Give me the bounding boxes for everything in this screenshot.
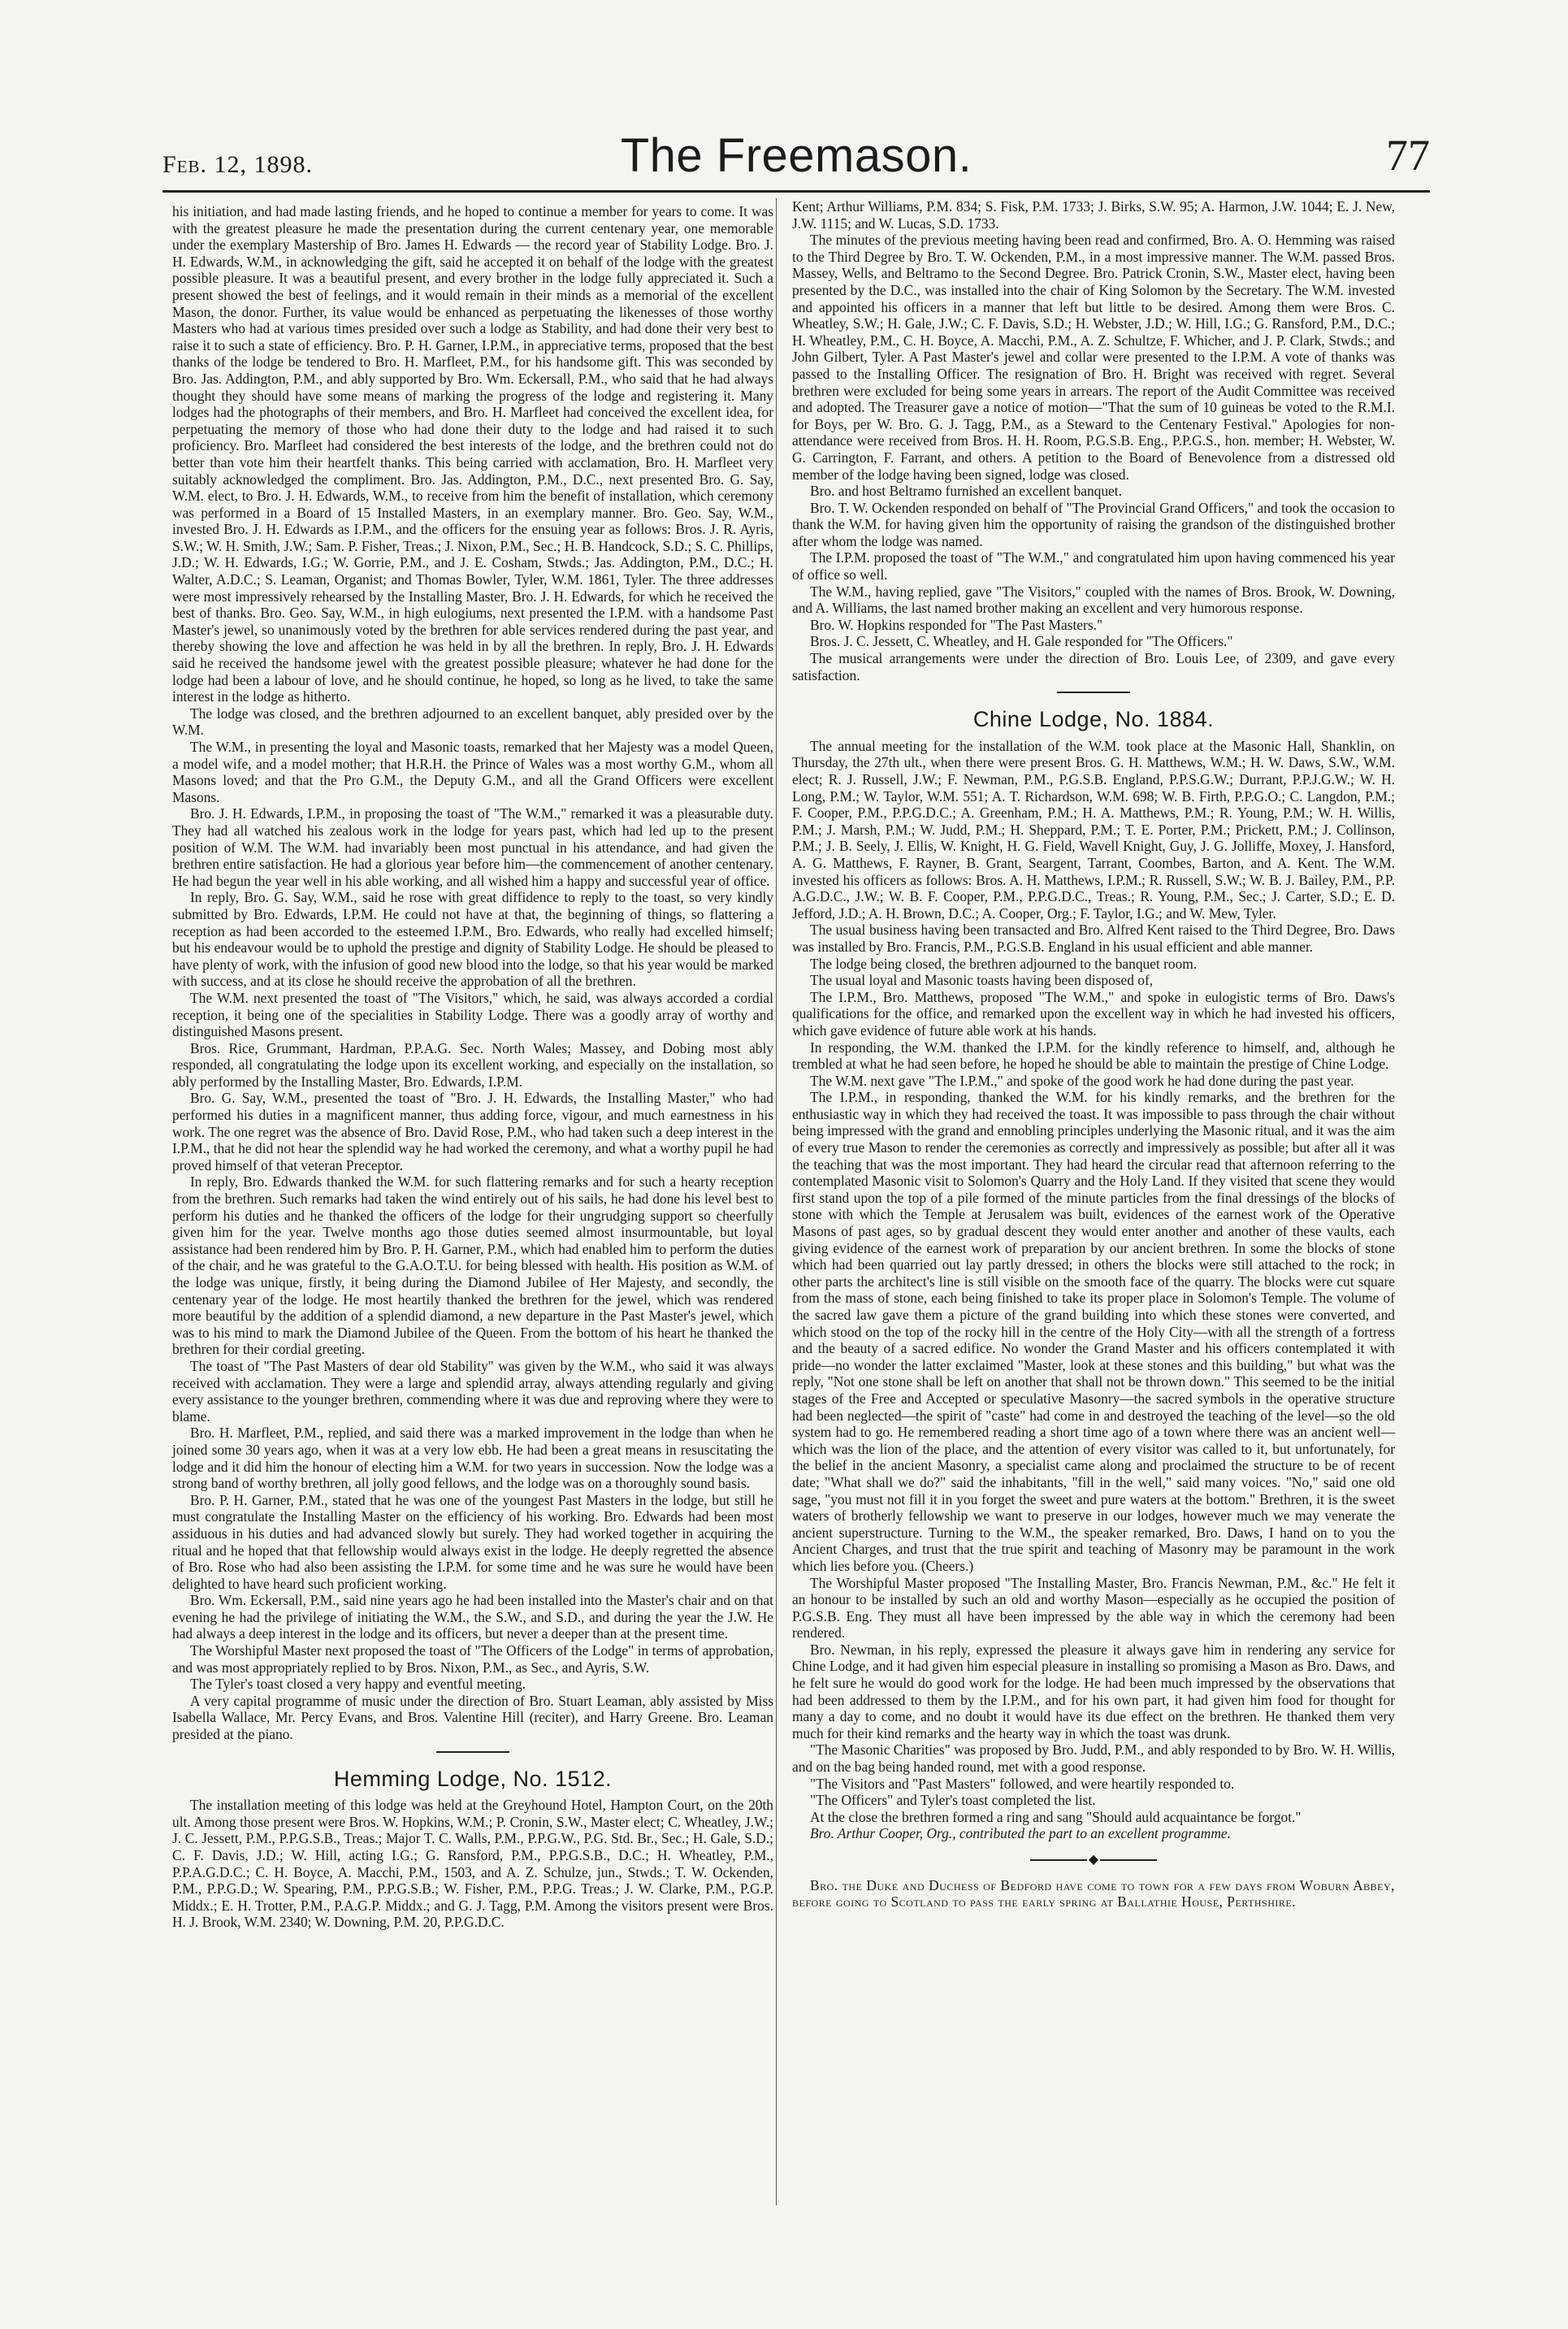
society-note: Bro. the Duke and Duchess of Bedford have come to town for a few days from Woburn Abbey, before going to Scotland to pass the early spring at Ballathie House, Perthshire. [792,1876,1395,1910]
article-paragraph: Bros. J. C. Jessett, C. Wheatley, and H. Gale responded for "The Officers." [810,633,1233,650]
hemming-lodge-heading: Hemming Lodge, No. 1512. [333,1766,613,1791]
article-paragraph: The W.M., having replied, gave "The Visitors," coupled with the names of Bros. Brook, W. Downing, and A. Williams, the last named brother making an excellent and very humorous response. [792,583,1395,617]
article-paragraph: The Worshipful Master next proposed the toast of "The Officers of the Lodge" in terms of approbation, and was most appropriately replied to by Bros. Nixon, P.M., as Sec., and Ayris, S.W. [172,1642,773,1676]
article-paragraph: Bro. Arthur Cooper, Org., contributed the part to an excellent programme. [810,1825,1231,1842]
article-paragraph: Bro. P. H. Garner, P.M., stated that he was one of the youngest Past Masters in the lodge, but still he must congratulate the Installing Master on the efficiency of his working. Bro. Edwards had been most assiduous in his duties and had advanced slowly but surely. They had worked together in acquiring the ritual and he hoped that that fellowship would always exist in the lodge. He deeply regretted the absence of Bro. Rose who had also been assisting the I.P.M. for some time and he was sure he would have been delighted to have heard such proficient working. [172,1491,773,1592]
left-column [172,203,773,1931]
masthead-title: The Freemason. [620,129,972,182]
article-paragraph: Bro. and host Beltramo furnished an excellent banquet. [810,483,1122,500]
article-paragraph: At the close the brethren formed a ring and sang "Should auld acquaintance be forgot." [810,1808,1302,1825]
right-column [792,198,1395,1910]
issue-date: Feb. 12, 1898. [162,151,314,178]
article-paragraph: The usual loyal and Masonic toasts having been disposed of, [810,972,1154,989]
article-paragraph: The I.P.M., Bro. Matthews, proposed "The W.M.," and spoke in eulogistic terms of Bro. Daws's qualifications for the office, and remarked upon the excellent way in which he had invested his officers, which gave evidence of future able work at his hands. [792,988,1395,1039]
article-paragraph: The minutes of the previous meeting having been read and confirmed, Bro. A. O. Hemming was raised to the Third Degree by Bro. T. W. Ockenden, P.M., in a most impressive manner. The W.M. passed Bros. Massey, Wells, and Beltramo to the Second Degree. Bro. Patrick Cronin, S.W., Master elect, having been presented by the D.C., was installed into the chair of King Solomon by the Secretary. The W.M. invested and appointed his officers in a manner that left but little to be desired. Among them were Bros. C. Wheatley, S.W.; H. Gale, J.W.; C. F. Davis, S.D.; H. Webster, J.D.; W. Hill, I.G.; G. Ransford, P.M., D.C.; H. Wheatley, P.M., C. H. Boyce, A. Macchi, P.M., A. Z. Schultze, F. Whicher, and J. P. Clark, Stwds.; and John Gilbert, Tyler. A Past Master's jewel and collar were presented to the I.P.M. A vote of thanks was passed to the Installing Officer. The resignation of Bro. H. Bright was received with regret. Several brethren were excluded for being some years in arrears. The report of the Audit Committee was received and adopted. The Treasurer gave a notice of motion—"That the sum of 10 guineas be voted to the R.M.I. for Boys, per W. Bro. G. J. Tagg, P.M., as a Steward to the Centenary Festival." Apologies for non-attendance were received from Bros. H. H. Room, P.G.S.B. Eng., P.P.G.S., hon. member; H. Webster, W. G. Carrington, F. Farrant, and others. A petition to the Board of Benevolence from a distressed old member of the lodge having been signed, lodge was closed. [792,232,1395,483]
page-header [162,128,1430,185]
column-divider [776,198,777,2205]
article-paragraph: The W.M. next gave "The I.P.M.," and spoke of the good work he had done during the past year. [810,1072,1354,1089]
article-paragraph: Bro. H. Marfleet, P.M., replied, and said there was a marked improvement in the lodge than when he joined some 30 years ago, when it was at a very low ebb. He had been a great means in resuscitating the lodge and it did him the honour of electing him a W.M. for two years in succession. Now the lodge was a strong band of worthy brethren, all jolly good fellows, and the lodge was on a thoroughly sound basis. [172,1425,773,1492]
article-paragraph: The Tyler's toast closed a very happy and eventful meeting. [190,1676,526,1693]
article-paragraph: The musical arrangements were under the direction of Bro. Louis Lee, of 2309, and gave every satisfaction. [792,650,1395,683]
article-paragraph: The lodge was closed, and the brethren adjourned to an excellent banquet, ably presided over by the W.M. [172,705,773,739]
section-rule [436,1751,509,1753]
article-paragraph: Kent; Arthur Williams, P.M. 834; S. Fisk, P.M. 1733; J. Birks, S.W. 95; A. Harmon, J.W. 1044; E. J. New, J.W. 1115; and W. Lucas, S.D. 1733. [792,198,1395,232]
article-paragraph: The lodge being closed, the brethren adjourned to the banquet room. [810,955,1198,972]
header-rule [162,190,1430,193]
page-number: 77 [1386,131,1430,180]
article-paragraph: Bro. J. H. Edwards, I.P.M., in proposing the toast of "The W.M.," remarked it was a pleasurable duty. They had all watched his zealous work in the lodge for years past, which had led up to the present position of W.M. The W.M. had invariably been most punctual in his attendance, and had given the brethren entire satisfaction. He had a glorious year before him—the commencement of another centenary. He had begun the year well in his able working, and all wished him a happy and successful year of office. [172,805,773,889]
article-paragraph: "The Masonic Charities" was proposed by Bro. Judd, P.M., and ably responded to by Bro. W. H. Willis, and on the bag being handed round, met with a good response. [792,1741,1395,1776]
ornament-divider [792,1852,1395,1869]
section-rule [1057,692,1130,693]
article-paragraph: In responding, the W.M. thanked the I.P.M. for the kindly reference to himself, and, although he trembled at what he had seen before, he hoped he should be able to maintain the prestige of Chine Lodge. [792,1039,1395,1073]
article-paragraph: The I.P.M., in responding, thanked the W.M. for his kindly remarks, and the brethren for the enthusiastic way in which they had received the toast. It was impossible to pass through the chair without being impressed with the grand and ennobling principles underlying the Masonic ritual, and it was the aim of every true Mason to render the ceremonies as correctly and impressively as possible; but after all it was the teaching that was the most important. They had heard the circular read that afternoon referring to the contemplated Masonic visit to Solomon's Quarry and the Holy Land. If they visited that scene they would first stand upon the top of a pile formed of the minute particles from the final dressings of the blocks of stone with which the Temple at Jerusalem was built, evidences of the earnest work of the Operative Masons of past ages, so by gradual descent they would enter another and another of these vaults, each giving evidence of the earnest work of preparation by our ancient brethren. In some the blocks of stone which had been quarried out lay partly dressed; in others the blocks were still attached to the rock; in other parts the architect's line is still visible on the smooth face of the quarry. The blocks were cut square from the mass of stone, each being finished to take its proper place in Solomon's Temple. The volume of the sacred law gave them a picture of the grand building into which these stones were converted, and which stood on the top of the rocky hill in the centre of the Holy City—with all the strength of a fortress and the beauty of a sacred edifice. No wonder the Grand Master and his officers contemplated it with pride—no wonder the latter exclaimed "Master, look at these stones and this building," but what was the reply, "Not one stone shall be left on another that shall not be thrown down." This seemed to be the initial stages of the Free and Accepted or speculative Masonry—the sacred symbols in the operative structure had been neglected—the spirit of "caste" had come in and destroyed the teaching of the level—so the old system had to go. He remembered reading a short time ago of a town where there was an ancient well—which was the lion of the place, and the attention of every visitor was called to it, but unfortunately, for the belief in the ancient Masonry, a specialist came along and proclaimed the structure to be of recent date; "What shall we do?" said the inhabitants, "fill in the well," said many voices. "No," said one old sage, "you must not fill it in you forget the sweet and pure waters at the bottom." Brethren, it is the sweet waters of brotherly fellowship we want to preserve in our lodges, however much we may venerate the ancient superstructure. Turning to the W.M., the speaker remarked, Bro. Daws, I hand on to you the Ancient Charges, and trust that the true spirit and teaching of Masonry may be paramount in the work which lies before you. (Cheers.) [792,1089,1395,1574]
article-paragraph: Bro. Newman, in his reply, expressed the pleasure it always gave him in rendering any service for Chine Lodge, and it had given him especial pleasure in installing so promising a Mason as Bro. Daws, and he felt sure he would do good work for the lodge. He had been much impressed by the observations that had been addressed to them by the I.P.M., and for his own part, it had given him food for thought for many a day to come, and no doubt it would have its due effect on the brethren. He thanked them very much for their kind remarks and the hearty way in which the toast was drunk. [792,1641,1395,1741]
article-paragraph: The toast of "The Past Masters of dear old Stability" was given by the W.M., who said it was always received with acclamation. They were a large and splendid array, always attending regularly and giving every assistance to the younger brethren, commending where it was due and reproving where they were to blame. [172,1357,773,1425]
article-paragraph: Bro. W. Hopkins responded for "The Past Masters." [810,616,1103,633]
article-paragraph: Bro. Wm. Eckersall, P.M., said nine years ago he had been installed into the Master's chair and on that evening he had the privilege of initiating the W.M., the S.W., and S.D., and during the year the J.W. He had always a deep interest in the lodge and its officers, but never a deeper than at the present time. [172,1592,773,1642]
article-paragraph: "The Visitors and "Past Masters" followed, and were heartily responded to. [810,1775,1235,1792]
article-paragraph: The usual business having been transacted and Bro. Alfred Kent raised to the Third Degree, Bro. Daws was installed by Bro. Francis, P.M., P.G.S.B. England in his usual efficient and able manner. [792,922,1395,955]
article-paragraph: The installation meeting of this lodge was held at the Greyhound Hotel, Hampton Court, on the 20th ult. Among those present were Bros. W. Hopkins, W.M.; P. Cronin, S.W., Master elect; C. Wheatley, J.W.; J. C. Jessett, P.M., P.P.G.S.B., Treas.; Major T. C. Walls, P.M., P.P.G.W., P.G. Std. Br., Sec.; H. Gale, S.D.; C. F. Davis, J.D.; W. Hill, acting I.G.; G. Ransford, P.M., P.P.G.S.B., D.C.; H. Wheatley, P.M., P.P.A.G.D.C.; C. H. Boyce, A. Macchi, P.M., 1503, and A. Z. Schulze, jun., Stwds.; T. W. Ockenden, P.M., P.P.G.D.; W. Spearing, P.M., P.P.G.S.B.; W. Fisher, P.M., P.P.G. Treas.; J. W. Clarke, P.M., P.G.P. Middx.; E. H. Trotter, P.M., P.A.G.P. Middx.; and G. J. Tagg, P.M. Among the visitors present were Bros. H. J. Brook, W.M. 2340; W. Downing, P.M. 20, P.P.G.D.C. [172,1797,773,1931]
article-paragraph: Bro. T. W. Ockenden responded on behalf of "The Provincial Grand Officers," and took the occasion to thank the W.M. for having given him the opportunity of raising the grandson of the distinguished brother after whom the lodge was named. [792,499,1395,549]
article-paragraph: The annual meeting for the installation of the W.M. took place at the Masonic Hall, Shanklin, on Thursday, the 27th ult., when there were present Bros. G. H. Matthews, W.M.; H. W. Daws, S.W., W.M. elect; R. J. Russell, J.W.; F. Newman, P.M., P.G.S.B. England, P.P.S.G.W.; Durrant, P.P.J.G.W.; W. H. Long, P.M.; W. Taylor, W.M. 551; A. T. Richardson, W.M. 698; W. B. Firth, P.P.G.O.; C. Langdon, P.M.; F. Cooper, P.M., P.P.G.D.C.; A. Greenham, P.M.; H. A. Matthews, P.M.; R. Young, P.M.; W. H. Willis, P.M.; J. Marsh, P.M.; W. Judd, P.M.; H. Sheppard, P.M.; T. E. Porter, P.M.; Prickett, P.M.; J. Collinson, P.M.; J. B. Seely, J. Ellis, W. Knight, H. G. Field, Wavell Knight, Guy, J. G. Jolliffe, Moxey, J. Hansford, A. G. Matthews, F. Rayner, B. Grant, Seargent, Tarrant, Coombes, Barton, and A. Kent. The W.M. invested his officers as follows: Bros. A. H. Matthews, I.P.M.; R. Russell, S.W.; W. B. J. Bailey, P.M., P.P. A.G.D.C., J.W.; W. B. F. Cooper, P.M., P.P.G.D.C., Treas.; R. Young, P.M., Sec.; J. Carter, S.D.; E. D. Jefford, J.D.; A. H. Brown, D.C.; A. Cooper, Org.; F. Taylor, I.G.; and W. Mew, Tyler. [792,737,1395,922]
article-paragraph: "The Officers" and Tyler's toast completed the list. [810,1792,1096,1809]
article-paragraph: The Worshipful Master proposed "The Installing Master, Bro. Francis Newman, P.M., &c." He felt it an honour to be installed by such an old and worthy Mason—especially as he occupied the position of P.G.S.B. Eng. They must all have been impressed by the able way in which the ceremony had been rendered. [792,1574,1395,1642]
article-paragraph: Bro. G. Say, W.M., presented the toast of "Bro. J. H. Edwards, the Installing Master," who had performed his duties in a magnificent manner, thus adding force, vigour, and much earnestness in his work. The one regret was the absence of Bro. David Rose, P.M., who had taken such a deep interest in the I.P.M., that he did not hear the splendid way he had worked the ceremony, and what a worthy pupil he had proved himself of that veteran Preceptor. [172,1090,773,1173]
article-paragraph: In reply, Bro. Edwards thanked the W.M. for such flattering remarks and for such a hearty reception from the brethren. Such remarks had taken the wind entirely out of his sails, he had done his level best to perform his duties and he thanked the officers of the lodge for their ungrudging support so cheerfully given him for the year. Twelve months ago those duties seemed almost insurmountable, but loyal assistance had been rendered him by Bro. P. H. Garner, P.M., which had enabled him to perform the duties of the chair, and he was grateful to the G.A.O.T.U. for being blessed with health. His position as W.M. of the lodge was unique, firstly, it being during the Diamond Jubilee of Her Majesty, and secondly, the centenary year of the lodge. He most heartily thanked the brethren for the jewel, which was rendered more beautiful by the addition of a splendid diamond, a new departure in the Past Master's jewel, which was to his mind to mark the Diamond Jubilee of the Queen. From the bottom of his heart he thanked the brethren for their cordial greeting. [172,1173,773,1358]
diamond-ornament-icon: ◆ [1088,1853,1099,1867]
article-paragraph: A very capital programme of music under the direction of Bro. Stuart Leaman, ably assisted by Miss Isabella Wallace, Mr. Percy Evans, and Bros. Valentine Hill (reciter), and Harry Greene. Bro. Leaman presided at the piano. [172,1692,773,1743]
article-paragraph: The W.M., in presenting the loyal and Masonic toasts, remarked that her Majesty was a model Queen, a model wife, and a model mother; that H.R.H. the Prince of Wales was a most worthy G.M., whom all Masons loved; and that the Pro G.M., the Deputy G.M., and all the Grand Officers were excellent Masons. [172,739,773,805]
article-paragraph: The W.M. next presented the toast of "The Visitors," which, he said, was always accorded a cordial reception, it being one of the specialities in Stability Lodge. There was a goodly array of worthy and distinguished Masons present. [172,989,773,1040]
article-paragraph: his initiation, and had made lasting friends, and he hoped to continue a member for years to come. It was with the greatest pleasure he made the presentation during the current centenary year, one memorable under the exemplary Mastership of Bro. James H. Edwards — the record year of Stability Lodge. Bro. J. H. Edwards, W.M., in acknowledging the gift, said he accepted it on behalf of the lodge with the greatest possible pleasure. It was a beautiful present, and every brother in the lodge fully appreciated it. Such a present showed the best of feelings, and it would remain in their minds as a memorial of the excellent Mason, the donor. Further, its value would be enhanced as perpetuating the likenesses of those worthy Masters who had at various times presided over such a lodge as Stability, and had done their very best to raise it to such a state of efficiency. Bro. P. H. Garner, I.P.M., in appreciative terms, proposed that the best thanks of the lodge be tendered to Bro. H. Marfleet, P.M., for his handsome gift. This was seconded by Bro. Jas. Addington, P.M., and ably supported by Bro. Wm. Eckersall, P.M., who said that he had always thought they should have some means of marking the progress of the lodge and registering it. Many lodges had the photographs of their members, and Bro. H. Marfleet had conceived the excellent idea, for perpetuating the memory of those who had done their duty to the lodge and had raised it to such proficiency. Bro. Marfleet had considered the best interests of the lodge, and the brethren could not do better than vote him their heartfelt thanks. This being carried with acclamation, Bro. H. Marfleet very suitably acknowledged the compliment. Bro. Jas. Addington, P.M., D.C., next presented Bro. G. Say, W.M. elect, to Bro. J. H. Edwards, W.M., to receive from him the benefit of installation, which ceremony was performed in a Board of 15 Installed Masters, in an exemplary manner. Bro. Geo. Say, W.M., invested Bro. J. H. Edwards as I.P.M., and the officers for the ensuing year as follows: Bros. J. R. Ayris, S.W.; W. H. Smith, J.W.; Sam. P. Fisher, Treas.; J. Nixon, P.M., Sec.; H. B. Handcock, S.D.; S. C. Phillips, J.D.; W. H. Edwards, I.G.; W. Gorrie, P.M., and J. E. Cosham, Stwds.; Jas. Addington, P.M., D.C.; H. Walter, A.D.C.; S. Leaman, Organist; and Thomas Bowler, Tyler, W.M. 1861, Tyler. The three addresses were most impressively rehearsed by the Installing Master, Bro. J. H. Edwards, for which he received the best of thanks. Bro. Geo. Say, W.M., in high eulogiums, next presented the I.P.M. with a handsome Past Master's jewel, so unanimously voted by the brethren for able services rendered during the past year, and thereby showing the love and affection he was held in by all the brethren. In reply, Bro. J. H. Edwards said he received the handsome jewel with the greatest possible pleasure; whatever he had done for the lodge had been a labour of love, and he should continue, he hoped, so long as he lived, to take the same interest in the lodge as hitherto. [172,203,773,705]
article-paragraph: In reply, Bro. G. Say, W.M., said he rose with great diffidence to reply to the toast, so very kindly submitted by Bro. Edwards, I.P.M. He could not have at that, the beginning of things, so flattering a reception as had been accorded to the esteemed I.P.M., Bro. Edwards, who really had excelled himself; but his endeavour would be to uphold the prestige and dignity of Stability Lodge. He should be pleased to have plenty of work, with the infusion of good new blood into the lodge, so that his year would be marked with success, and at its close he should receive the approbation of all the brethren. [172,889,773,990]
article-paragraph: The I.P.M. proposed the toast of "The W.M.," and congratulated him upon having commenced his year of office so well. [792,549,1395,583]
article-paragraph: Bros. Rice, Grummant, Hardman, P.P.A.G. Sec. North Wales; Massey, and Dobing most ably responded, all congratulating the lodge upon its excellent working, and especially on the installation, so ably performed by the Installing Master, Bro. Edwards, I.P.M. [172,1039,773,1090]
chine-lodge-heading: Chine Lodge, No. 1884. [972,707,1215,732]
